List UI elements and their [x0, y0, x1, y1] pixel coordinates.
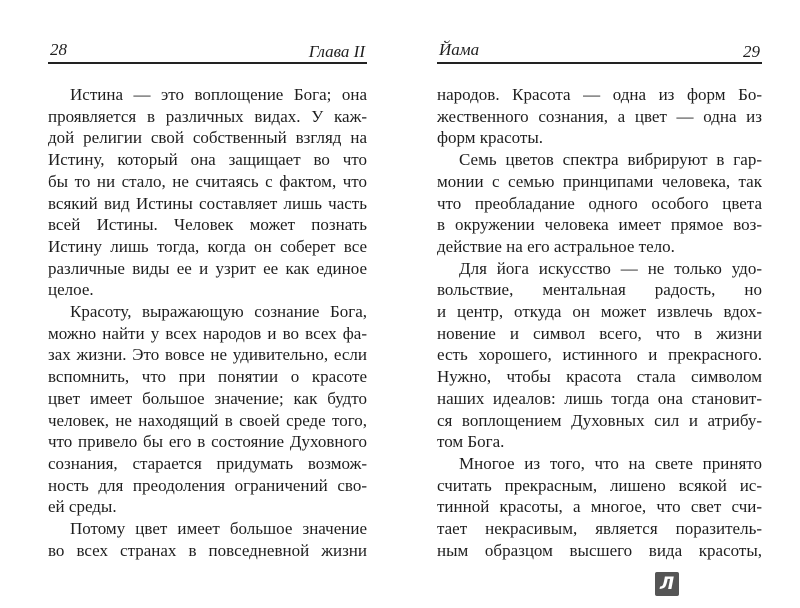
text-line: во всех странах в повседневной жизни — [48, 540, 367, 560]
text-line: Истина — это воплощение Бога; она — [70, 85, 367, 104]
text-line: тинной красоты, а многое, что свет счи- — [437, 497, 762, 517]
text-line: зах жизни. Это вовсе не удивительно, если — [48, 345, 367, 365]
text-line: есть хорошего, истинного и прекрасного. — [437, 345, 762, 365]
text-line: можно найти у всех народов и во всех фа- — [48, 323, 367, 343]
body-text — [48, 84, 367, 561]
text-line: ей среды. — [48, 497, 117, 517]
text-line: цвет имеет большое значение; как будто — [48, 388, 367, 408]
page-header — [48, 40, 367, 62]
text-line: различные виды ее и узрит ее как единое — [48, 258, 367, 278]
text-line: тает некрасивым, является поразитель- — [437, 519, 762, 539]
text-line: что преобладание одного особого цвета — [437, 193, 762, 213]
text-line: Красоту, выражающую сознание Бога, — [70, 302, 367, 322]
text-line: Нужно, чтобы красота стала символом — [437, 367, 762, 387]
text-line: Для йога искусство — не только удо- — [459, 258, 762, 278]
text-line: Истину, который она защищает во что — [48, 150, 367, 170]
text-line: новение и символ всего, что в жизни — [437, 323, 762, 343]
text-line: всякий вид Истины составляет лишь часть — [48, 193, 367, 213]
text-line: всей Истины. Человек может познать — [48, 215, 367, 235]
page-number: 28 — [50, 40, 67, 59]
text-line: вспомнить, что при понятии о красоте — [48, 367, 367, 387]
running-head: Глава II — [308, 42, 365, 61]
text-line: действие на его астральное тело. — [437, 236, 675, 256]
text-line: и центр, откуда он может извлечь вдох- — [437, 302, 762, 322]
text-line: сознания, старается придумать возмож- — [48, 453, 367, 473]
text-line: Семь цветов спектра вибрируют в гар- — [459, 150, 762, 170]
text-line: том Бога. — [437, 432, 505, 452]
page-header — [437, 40, 762, 62]
text-line: Многое из того, что на свете принято — [459, 453, 762, 473]
text-line: проявляется в различных видах. У каж- — [48, 106, 367, 126]
watermark-logo: Л — [655, 572, 679, 596]
text-line: форм красоты. — [437, 128, 543, 148]
text-line: жественного сознания, а цвет — одна из — [437, 106, 762, 126]
running-head: Йама — [439, 40, 480, 59]
text-line: вольствие, ментальная радость, но — [437, 280, 762, 300]
header-rule — [437, 62, 762, 64]
text-line: бы то ни стало, не считаясь с фактом, что — [48, 171, 367, 191]
text-line: в окружении человека имеет прямое воз- — [437, 215, 762, 235]
text-line: что привело бы его в состояние Духовного — [48, 432, 367, 452]
text-line: Истину лишь тогда, когда он соберет все — [48, 236, 367, 256]
page-number: 29 — [743, 42, 760, 61]
text-line: монии с семью принципами человека, так — [437, 171, 762, 191]
text-line: Потому цвет имеет большое значение — [70, 519, 367, 539]
text-line: дой религии свой собственный взгляд на — [48, 128, 367, 148]
header-rule — [48, 62, 367, 64]
text-line: народов. Красота — одна из форм Бо- — [437, 85, 762, 104]
text-line: считать прекрасным, лишено всякой ис- — [437, 475, 762, 495]
text-line: наших идеалов: лишь тогда она становит- — [437, 388, 762, 408]
body-text — [437, 84, 762, 561]
text-line: ность для преодоления ограничений сво- — [48, 475, 367, 495]
text-line: целое. — [48, 280, 94, 300]
right-page — [437, 0, 762, 608]
text-line: ным образцом высшего вида красоты, — [437, 540, 762, 560]
text-line: ся воплощением Духовных сил и атрибу- — [437, 410, 762, 430]
left-page — [48, 0, 367, 608]
text-line: человек, не находящий в своей среде того, — [48, 410, 367, 430]
